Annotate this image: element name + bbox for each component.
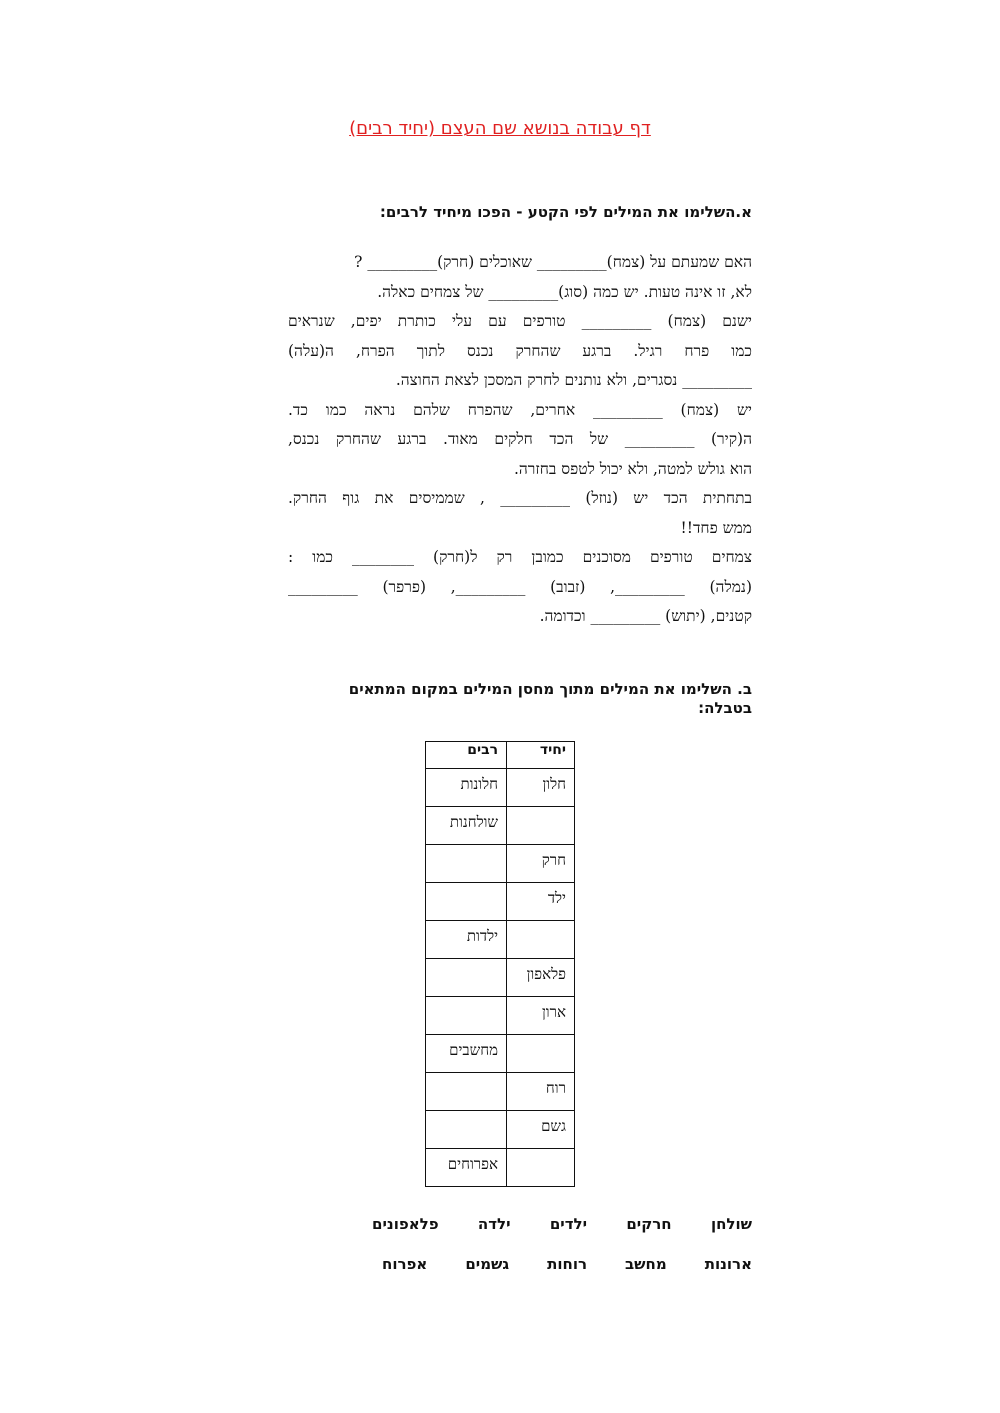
- table-row: [426, 807, 575, 845]
- passage-line: האם שמעתם על (צמח)_________ שאוכלים (חרק)_________ ?: [354, 253, 752, 271]
- table-row: [426, 769, 575, 807]
- section-a-passage: [288, 248, 752, 632]
- section-b-heading: ב. השלימו את המילים מתוך מחסן המילים במקום המתאים בטבלה:: [348, 680, 752, 717]
- passage-line: בתחתית הכד יש (נוזל) _________ , שממיסים את גוף החרק.: [288, 489, 752, 507]
- word-bank-item[interactable]: מחשב: [625, 1255, 667, 1273]
- word-bank-item[interactable]: רוחות: [547, 1255, 588, 1273]
- column-header-plural: רבים: [426, 742, 507, 769]
- table-row: [426, 1035, 575, 1073]
- plural-cell[interactable]: [426, 997, 507, 1035]
- table-row: [426, 883, 575, 921]
- word-bank-row-1: [372, 1215, 752, 1233]
- word-bank-item[interactable]: חרקים: [626, 1215, 672, 1233]
- singular-cell[interactable]: ילד: [507, 883, 575, 921]
- page-title: דף עבודה בנושא שם העצם (יחיד רבים): [349, 118, 651, 139]
- passage-line: יש (צמח) _________ אחרים, שהפרח שלהם נראה כמו כד.: [288, 400, 752, 419]
- singular-plural-table: [425, 741, 575, 1187]
- passage-line: (נמלה) _________, (זבוב) _________, (פרפר) _________: [288, 577, 752, 596]
- table-row: [426, 845, 575, 883]
- word-bank-item[interactable]: ילדה: [477, 1215, 511, 1233]
- plural-cell[interactable]: [426, 1073, 507, 1111]
- passage-line: לא, זו אינה טעות. יש כמה (סוג)_________ של צמחים כאלה.: [377, 282, 752, 301]
- singular-cell[interactable]: גשם: [507, 1111, 575, 1149]
- passage-line: כמו פרח רגיל. ברגע שהחרק נכנס לתוך הפרח, ה(עלה): [288, 341, 752, 360]
- table-row: [426, 1149, 575, 1187]
- word-bank-item[interactable]: פלאפונים: [372, 1215, 439, 1233]
- singular-cell[interactable]: חלון: [507, 769, 575, 807]
- table-row: [426, 959, 575, 997]
- singular-cell[interactable]: [507, 1035, 575, 1073]
- passage-line: ה(קיר) _________ של הכד חלקים מאוד. ברגע שהחרק נכנס,: [288, 430, 752, 448]
- word-bank-item[interactable]: שולחן: [710, 1215, 752, 1233]
- plural-cell[interactable]: [426, 883, 507, 921]
- table-header-row: [426, 742, 575, 769]
- passage-line: ישנם (צמח) _________ טורפים עם עלי כותרת יפים, שנראים: [288, 312, 752, 330]
- plural-cell[interactable]: [426, 959, 507, 997]
- singular-cell[interactable]: [507, 921, 575, 959]
- table-row: [426, 921, 575, 959]
- table-row: [426, 1073, 575, 1111]
- passage-line: _________ נסגרים, ולא נותנים לחרק המסכן לצאת החוצה.: [395, 371, 752, 389]
- plural-cell[interactable]: שולחנות: [426, 807, 507, 845]
- passage-line: צמחים טורפים מסוכנים כמובן רק ל(חרק) ________ כמו :: [288, 548, 752, 566]
- passage-line: ממש פחד!!: [680, 518, 752, 537]
- word-bank-item[interactable]: גשמים: [465, 1255, 510, 1273]
- plural-cell[interactable]: [426, 845, 507, 883]
- word-bank-item[interactable]: ארונות: [704, 1255, 752, 1273]
- singular-cell[interactable]: פלאפון: [507, 959, 575, 997]
- word-bank-item[interactable]: אפרוח: [382, 1255, 428, 1273]
- table-row: [426, 1111, 575, 1149]
- section-a-heading: א.השלימו את המילים לפי הקטע - הפכו מיחיד לרבים:: [379, 203, 752, 221]
- plural-cell[interactable]: [426, 1111, 507, 1149]
- singular-cell[interactable]: חרק: [507, 845, 575, 883]
- singular-cell[interactable]: [507, 807, 575, 845]
- plural-cell[interactable]: אפרוחים: [426, 1149, 507, 1187]
- plural-cell[interactable]: ילדות: [426, 921, 507, 959]
- singular-cell[interactable]: ארון: [507, 997, 575, 1035]
- word-bank-item[interactable]: ילדים: [549, 1215, 588, 1233]
- column-header-singular: יחיד: [507, 742, 575, 769]
- word-bank-row-2: [382, 1255, 752, 1273]
- singular-cell[interactable]: רוח: [507, 1073, 575, 1111]
- singular-cell[interactable]: [507, 1149, 575, 1187]
- plural-cell[interactable]: מחשבים: [426, 1035, 507, 1073]
- plural-cell[interactable]: חלונות: [426, 769, 507, 807]
- table-row: [426, 997, 575, 1035]
- passage-line: קטנים, (יתוש) _________ וכדומה.: [539, 607, 752, 625]
- passage-line: הוא גולש למטה, ולא יכול לטפס בחזרה.: [513, 459, 752, 478]
